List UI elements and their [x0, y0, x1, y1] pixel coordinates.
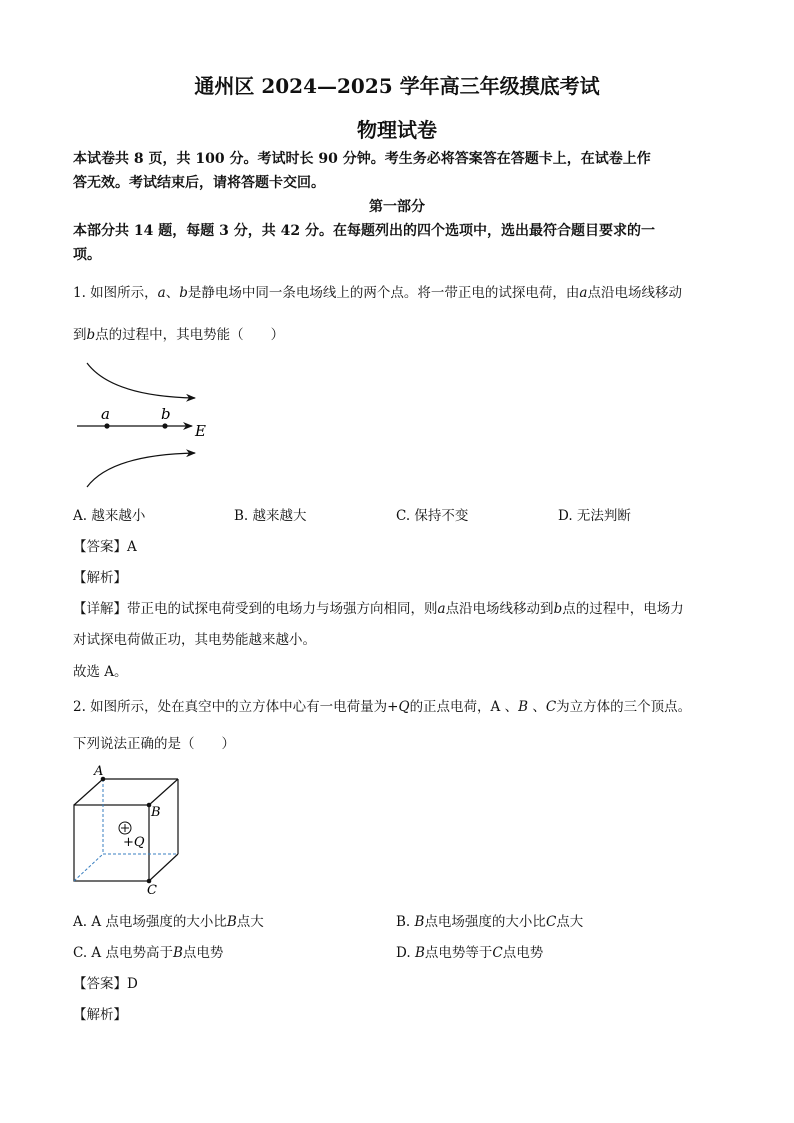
label-E: E — [195, 422, 206, 440]
label-C: C — [147, 883, 157, 898]
upper-field-line — [87, 363, 195, 398]
hidden-edge — [74, 854, 103, 881]
q1-stem-line-2: 到b点的过程中，其电势能（ ） — [73, 327, 285, 343]
label-a: a — [101, 405, 110, 423]
q1-field-line-figure — [70, 355, 220, 495]
charge-q: +Q — [387, 699, 410, 715]
q2-stem-line-2: 下列说法正确的是（ ） — [73, 736, 235, 752]
part-heading: 第一部分 — [369, 199, 425, 215]
q2-answer: 【答案】D — [73, 976, 138, 992]
q1-option-c: C. 保持不变 — [396, 508, 469, 524]
exam-title: 通州区 2024—2025 学年高三年级摸底考试 — [194, 74, 600, 98]
point-b — [162, 423, 167, 428]
q1-option-b: B. 越来越大 — [234, 508, 307, 524]
label-A: A — [94, 764, 104, 779]
var-a: a — [437, 601, 446, 617]
label-B: B — [151, 805, 161, 820]
q2-option-b: B. B点电场强度的大小比C点大 — [396, 914, 584, 930]
q1-stem-line-1: 1. 如图所示，a、b是静电场中同一条电场线上的两个点。将一带正电的试探电荷，由a点沿电场线移动 — [73, 285, 682, 301]
q1-option-d: D. 无法判断 — [558, 508, 631, 524]
var-C: C — [545, 699, 557, 715]
q2-cube-figure — [70, 762, 200, 897]
q1-analysis-heading: 【解析】 — [73, 570, 127, 586]
q1-answer: 【答案】A — [73, 539, 137, 555]
q2-option-d: D. B点电势等于C点电势 — [396, 945, 544, 961]
exam-subtitle: 物理试卷 — [357, 118, 437, 142]
var-a: a — [579, 285, 588, 301]
var-B: B — [518, 699, 529, 715]
var-b: b — [86, 327, 96, 343]
label-charge: +Q — [123, 835, 145, 850]
part-description-line-1: 本部分共 14 题，每题 3 分，共 42 分。在每题列出的四个选项中，选出最符合题目要求的一 — [73, 223, 655, 239]
instructions-line-2: 答无效。考试结束后，请将答题卡交回。 — [73, 175, 325, 191]
q2-stem-line-1: 2. 如图所示，处在真空中的立方体中心有一电荷量为+Q的正点电荷，A 、B 、C为立方体的三个顶点。 — [73, 699, 692, 715]
q2-analysis-heading: 【解析】 — [73, 1007, 127, 1023]
label-b: b — [161, 405, 171, 423]
part-description-line-2: 项。 — [73, 247, 101, 263]
var-b: b — [553, 601, 563, 617]
q1-detail-line-2: 对试探电荷做正功，其电势能越来越小。 — [73, 632, 316, 648]
q1-conclusion: 故选 A。 — [73, 664, 128, 680]
instructions-line-1: 本试卷共 8 页，共 100 分。考试时长 90 分钟。考生务必将答案答在答题卡上，在试卷上作 — [73, 151, 651, 167]
q2-option-c: C. A 点电势高于B点电势 — [73, 945, 224, 961]
var-b: b — [179, 285, 188, 301]
point-a — [104, 423, 109, 428]
q2-option-a: A. A 点电场强度的大小比B点大 — [73, 914, 264, 930]
q1-option-a: A. 越来越小 — [73, 508, 146, 524]
lower-field-line — [87, 453, 195, 487]
var-a: a — [157, 285, 166, 301]
q1-detail-line-1: 【详解】带正电的试探电荷受到的电场力与场强方向相同，则a点沿电场线移动到b点的过程中，电场力 — [73, 601, 684, 617]
